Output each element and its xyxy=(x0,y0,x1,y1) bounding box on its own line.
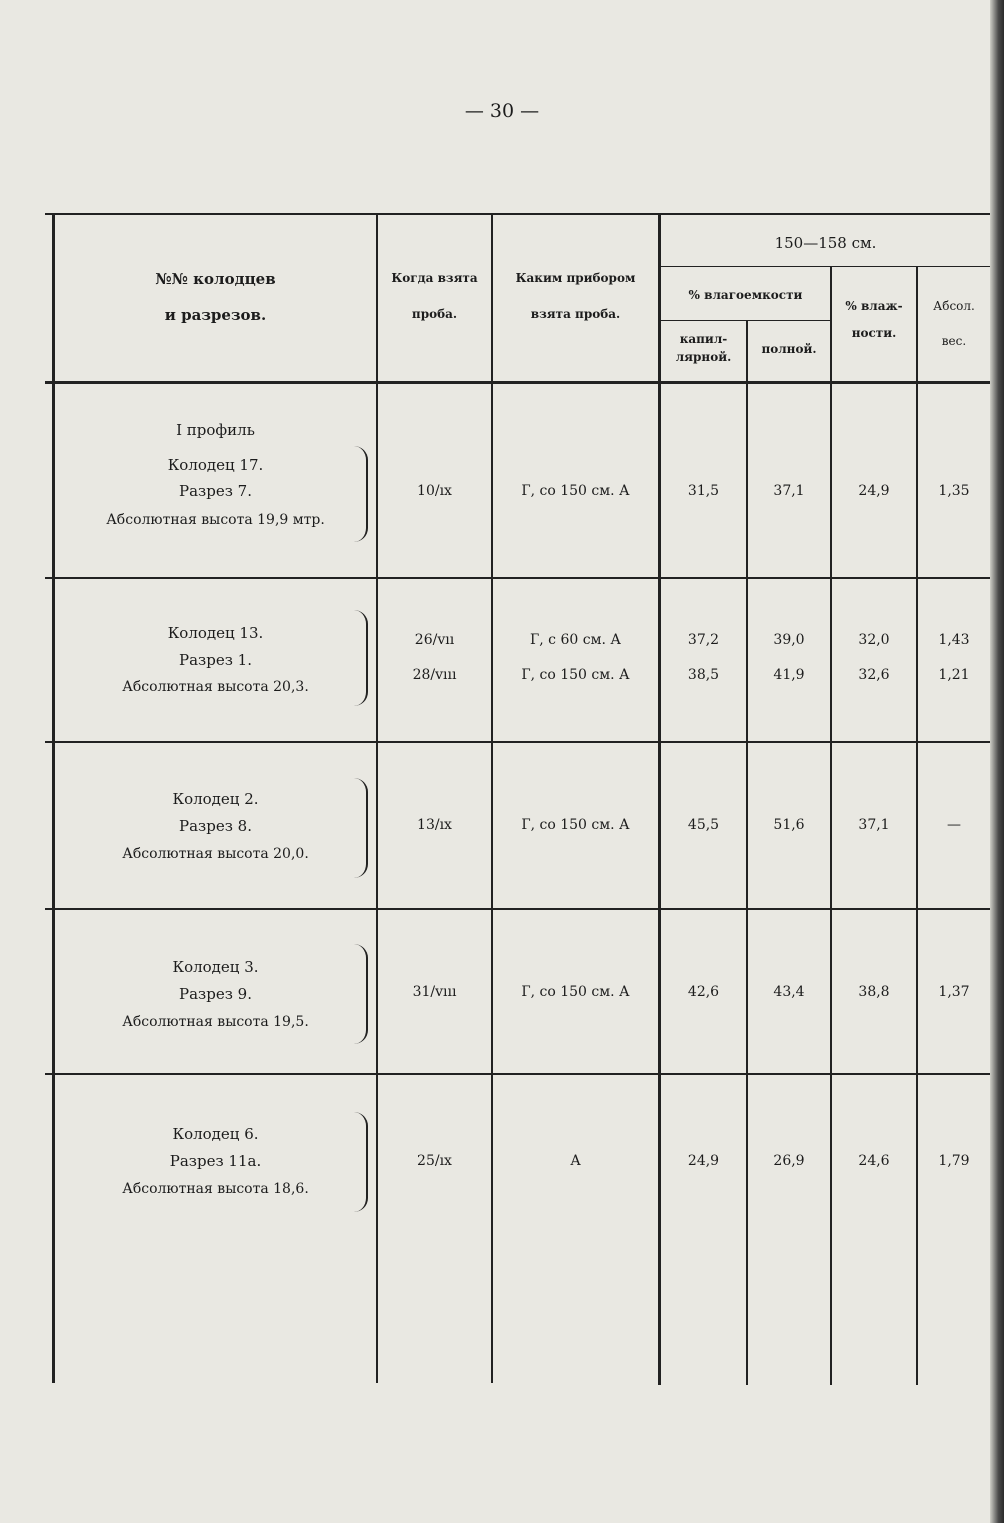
full-value: 39,0 xyxy=(773,632,805,648)
capillary-value: 38,5 xyxy=(687,667,720,683)
altitude: Абсолютная высота 19,9 мтр. xyxy=(106,512,325,528)
sample-date: 31/vııı xyxy=(412,984,457,1000)
sample-date: 13/ıx xyxy=(417,817,452,833)
sample-instrument: Г, со 150 см. А xyxy=(521,984,630,1000)
sample-instrument: Г, с 60 см. А xyxy=(530,632,621,648)
page-binding-edge xyxy=(990,0,1004,1523)
full-value: 43,4 xyxy=(773,984,805,1000)
full-value: 26,9 xyxy=(773,1153,805,1169)
abs-weight-value: 1,43 xyxy=(938,632,970,648)
section-name: Разрез 7. xyxy=(179,482,252,500)
section-name: Разрез 11а. xyxy=(169,1152,262,1170)
header-capillary-line2: лярной. xyxy=(675,350,732,364)
capillary-value: 42,6 xyxy=(687,984,720,1000)
header-instrument-line1: Каким прибором xyxy=(515,271,636,285)
humidity-value: 24,9 xyxy=(858,483,890,499)
brace xyxy=(352,944,368,1044)
sample-date: 26/vıı xyxy=(414,632,455,648)
sample-date: 28/vııı xyxy=(412,667,457,683)
brace xyxy=(352,446,368,542)
header-wells-line1: №№ колодцев xyxy=(155,270,276,288)
full-value: 37,1 xyxy=(773,483,805,499)
header-humidity-line2: ности. xyxy=(851,326,897,340)
column-divider xyxy=(746,320,748,1385)
sample-instrument: А xyxy=(570,1153,581,1169)
section-name: Разрез 9. xyxy=(179,985,252,1003)
header-moisture-capacity: % влагоемкости xyxy=(688,288,803,302)
group-divider xyxy=(45,577,990,579)
table-top-border xyxy=(45,213,990,215)
header-depth-range: 150—158 см. xyxy=(774,234,877,252)
altitude: Абсолютная высота 18,6. xyxy=(122,1181,309,1197)
altitude: Абсолютная высота 20,0. xyxy=(122,846,309,862)
sample-instrument: Г, со 150 см. А xyxy=(521,667,630,683)
humidity-value: 37,1 xyxy=(858,817,890,833)
abs-weight-value: 1,37 xyxy=(938,984,970,1000)
column-divider xyxy=(491,213,493,1383)
abs-weight-value: — xyxy=(947,817,961,833)
capillary-value: 45,5 xyxy=(687,817,720,833)
humidity-value: 32,0 xyxy=(858,632,890,648)
well-name: Колодец 3. xyxy=(172,958,259,976)
capillary-value: 31,5 xyxy=(687,483,720,499)
sample-instrument: Г, со 150 см. А xyxy=(521,817,630,833)
brace xyxy=(352,778,368,878)
sample-instrument: Г, со 150 см. А xyxy=(521,483,630,499)
header-capillary-line1: капил- xyxy=(679,332,728,346)
section-name: Разрез 8. xyxy=(179,817,252,835)
well-name: Колодец 13. xyxy=(167,624,264,642)
moisture-capacity-underline xyxy=(658,320,830,321)
brace xyxy=(352,610,368,706)
abs-weight-value: 1,79 xyxy=(938,1153,970,1169)
abs-weight-value: 1,21 xyxy=(938,667,970,683)
depth-range-underline xyxy=(658,266,990,267)
page-number: — 30 — xyxy=(464,100,540,122)
sample-date: 25/ıx xyxy=(417,1153,452,1169)
header-when-line2: проба. xyxy=(411,307,458,321)
full-value: 51,6 xyxy=(773,817,805,833)
altitude: Абсолютная высота 19,5. xyxy=(122,1014,309,1030)
humidity-value: 38,8 xyxy=(858,984,890,1000)
group-divider xyxy=(45,741,990,743)
humidity-value: 32,6 xyxy=(858,667,890,683)
group-divider xyxy=(45,1073,990,1075)
group-divider xyxy=(45,908,990,910)
humidity-value: 24,6 xyxy=(858,1153,890,1169)
full-value: 41,9 xyxy=(773,667,805,683)
header-wells-line2: и разрезов. xyxy=(164,306,267,324)
well-name: Колодец 17. xyxy=(167,456,264,474)
header-humidity-line1: % влаж- xyxy=(845,299,903,313)
altitude: Абсолютная высота 20,3. xyxy=(122,679,309,695)
well-name: Колодец 6. xyxy=(172,1125,259,1143)
header-abs-weight-line1: Абсол. xyxy=(933,299,975,313)
sample-date: 10/ıx xyxy=(417,483,452,499)
abs-weight-value: 1,35 xyxy=(938,483,970,499)
brace xyxy=(352,1112,368,1212)
section-name: Разрез 1. xyxy=(179,651,252,669)
column-divider xyxy=(658,213,661,1385)
header-instrument-line2: взята проба. xyxy=(530,307,621,321)
capillary-value: 24,9 xyxy=(687,1153,720,1169)
profile-label: I профиль xyxy=(176,421,255,439)
header-when-line1: Когда взята xyxy=(391,271,478,285)
header-full: полной. xyxy=(761,342,817,356)
header-abs-weight-line2: вес. xyxy=(941,334,967,348)
capillary-value: 37,2 xyxy=(687,632,720,648)
well-name: Колодец 2. xyxy=(172,790,259,808)
header-bottom-border xyxy=(45,381,990,384)
column-divider xyxy=(376,213,378,1383)
